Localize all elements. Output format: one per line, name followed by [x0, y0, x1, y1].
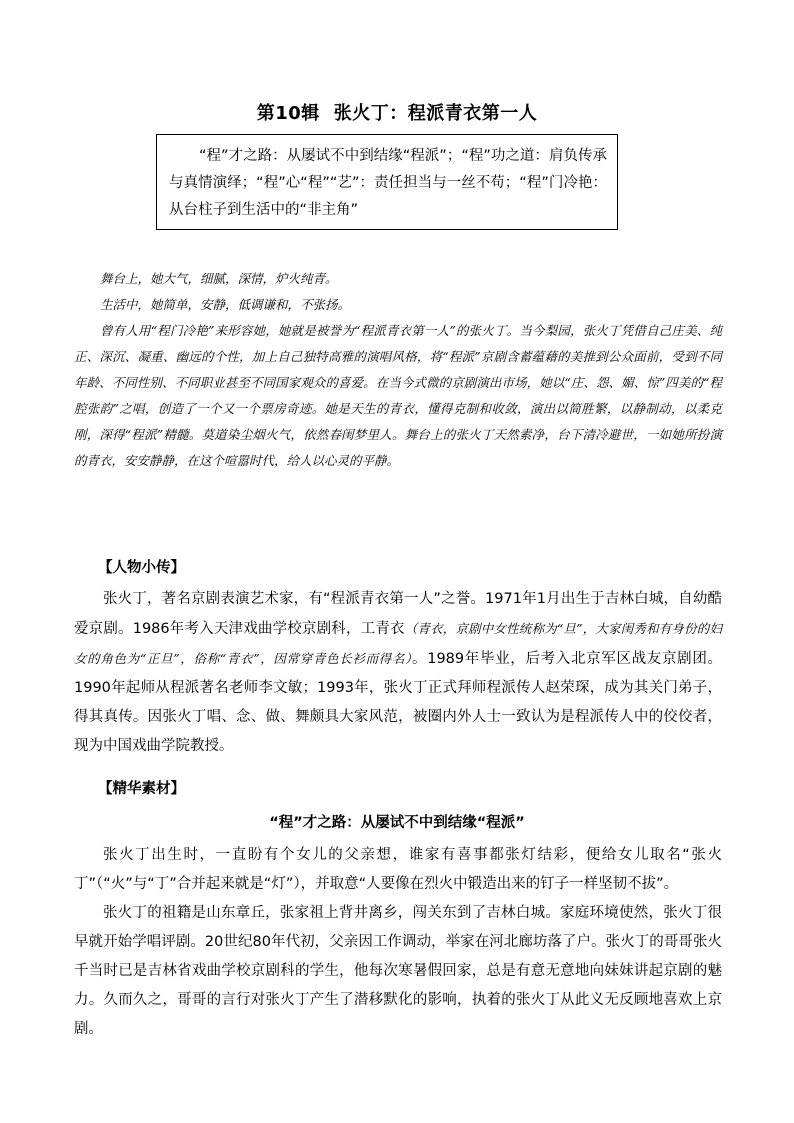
intro-paragraph-life: 生活中，她简单，安静，低调谦和，不张扬。 — [100, 297, 351, 312]
page-title — [0, 100, 794, 128]
bio-note: （青衣，京剧中女性统称为“旦”，大家闺秀和有身份的妇女的角色为“正旦”，俗称“青衣”，因常穿青色长衫而得名） — [74, 621, 722, 666]
intro-section — [74, 266, 722, 474]
bio-section — [74, 585, 722, 761]
bio-paragraph — [74, 585, 722, 761]
title-text: 张火丁：程派青衣第一人 — [333, 103, 538, 124]
bio-text-b: 。1989年毕业，后考入北京军区战友京剧团。1990年起师从程派著名老师李文敏；1993年，张火丁正式拜师程派传人赵荣琛，成为其关门弟子，得其真传。因张火丁唱、念、做、舞颇具大家风范，被圈内外人士一致认为是程派传人中的佼佼者，现为中国戏曲学院教授。 — [74, 651, 722, 754]
material-paragraph-origin: 张火丁的祖籍是山东章丘，张家祖上背井离乡，闯关东到了吉林白城。家庭环境使然，张火丁很早就开始学唱评剧。20世纪80年代初，父亲因工作调动，举家在河北廊坊落了户。张火丁的哥哥张火千当时已是吉林省戏曲学校京剧科的学生，他每次寒暑假回家，总是有意无意地向妹妹讲起京剧的魅力。久而久之，哥哥的言行对张火丁产生了潜移默化的影响，执着的张火丁从此义无反顾地喜欢上京剧。 — [74, 905, 722, 1037]
bio-heading: 【人物小传】 — [98, 560, 185, 576]
summary-text: “程”才之路：从屡试不中到结缘“程派”；“程”功之道：肩负传承与真情演绎；“程”心“程”“艺”：责任担当与一丝不苟；“程”门冷艳：从台柱子到生活中的“非主角” — [169, 148, 607, 218]
material-heading: 【精华素材】 — [98, 781, 185, 797]
material-paragraph-name: 张火丁出生时，一直盼有个女儿的父亲想，谁家有喜事都张灯结彩，便给女儿取名“张火丁”（“火”与“丁”合并起来就是“灯”），并取意“人要像在烈火中锻造出来的钉子一样坚韧不拔”。 — [74, 847, 722, 892]
bio-text-a: 张火丁，著名京剧表演艺术家，有“程派青衣第一人”之誉。1971年1月出生于吉林白城，自幼酷爱京剧。1986年考入天津戏曲学校京剧科，工青衣 — [74, 591, 722, 637]
summary-box — [156, 134, 618, 230]
intro-paragraph-stage: 舞台上，她大气，细腻，深情，炉火纯青。 — [100, 271, 338, 286]
material-subheading: “程”才之路：从屡试不中到结缘“程派” — [269, 815, 525, 831]
issue-number: 第10辑 — [256, 103, 320, 124]
material-section — [74, 841, 722, 1044]
intro-paragraph-main: 曾有人用“程门冷艳”来形容她，她就是被誉为“程派青衣第一人”的张火丁。当今梨园，张火丁凭借自己庄美、纯正、深沉、凝重、幽远的个性，加上自己独特高雅的演唱风格，将“程派”京剧含蓄蕴藉的美推到公众面前，受到不同年龄、不同性别、不同职业甚至不同国家观众的喜爱。在当今式微的京剧演出市场，她以“庄、怨、媚、惊”四美的“程腔张韵”之唱，创造了一个又一个票房奇迹。她是天生的青衣，懂得克制和收敛，演出以简胜繁，以静制动，以柔克刚，深得“程派”精髓。莫道染尘烟火气，依然春闺梦里人。舞台上的张火丁天然素净，台下清冷避世，一如她所扮演的青衣，安安静静，在这个喧嚣时代，给人以心灵的平静。 — [74, 323, 722, 468]
